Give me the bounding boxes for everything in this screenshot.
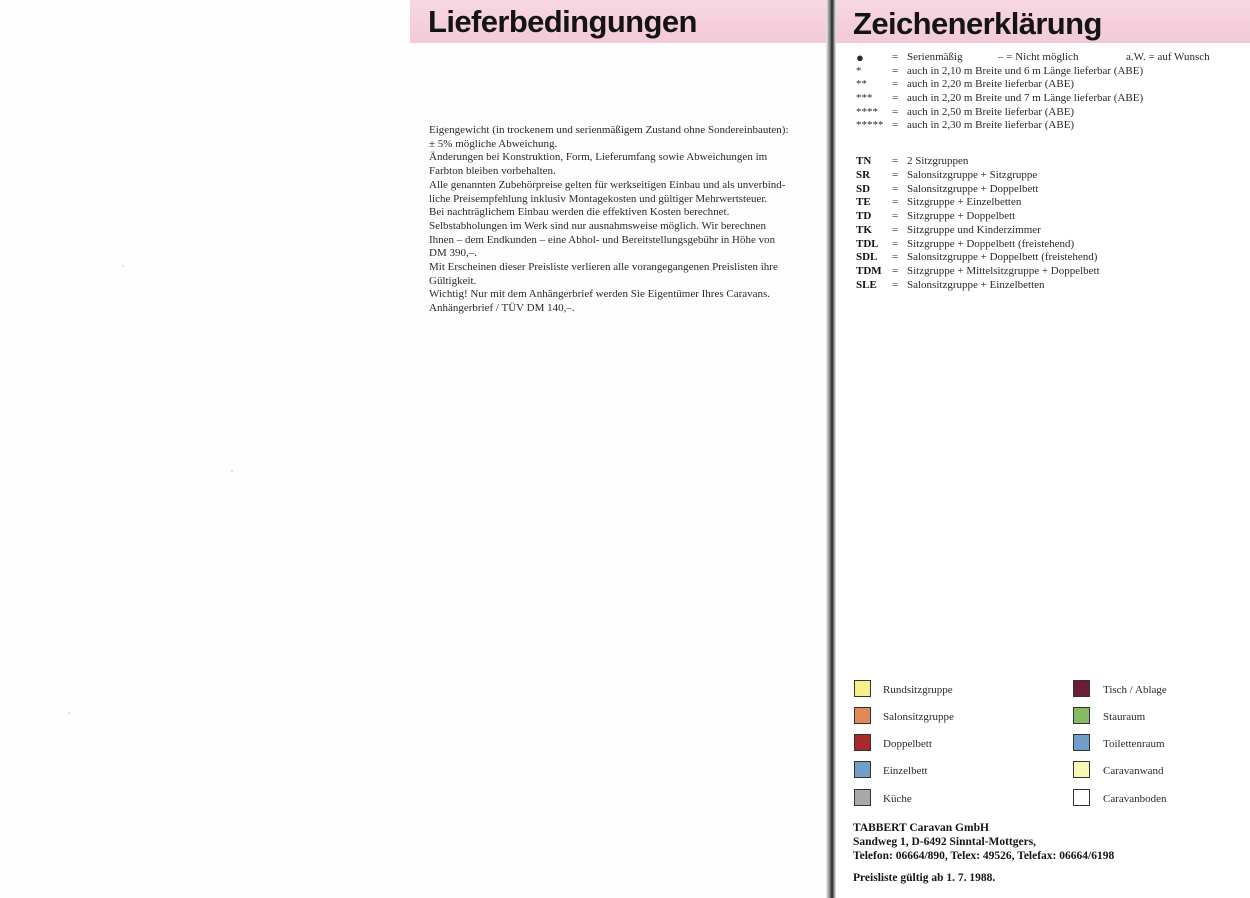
- symbol-description: auch in 2,10 m Breite und 6 m Länge lieferbar (ABE): [907, 64, 1144, 77]
- layout-description: Salonsitzgruppe + Einzelbetten: [907, 278, 1045, 291]
- delivery-conditions-text: [429, 124, 821, 316]
- symbol-description: auch in 2,20 m Breite lieferbar (ABE): [907, 78, 1075, 91]
- equals-sign: =: [892, 182, 899, 195]
- layout-code-legend: [856, 155, 1236, 293]
- layout-code: SR: [856, 168, 871, 181]
- symbol-legend: [856, 51, 1236, 133]
- color-label: Küche: [883, 793, 912, 805]
- conditions-line: Wichtig! Nur mit dem Anhängerbrief werden Sie Eigentümer Ihres Caravans.: [429, 288, 771, 301]
- company-address-block: [853, 821, 1243, 863]
- equals-sign: =: [892, 237, 899, 250]
- color-swatch-rundsitzgruppe: [854, 680, 871, 697]
- color-label: Doppelbett: [883, 738, 932, 750]
- layout-code: SD: [856, 182, 871, 195]
- left-page-title: Lieferbedingungen: [428, 4, 697, 39]
- layout-row: [856, 251, 1236, 265]
- not-possible-note: – = Nicht möglich: [998, 51, 1079, 63]
- layout-description: Salonsitzgruppe + Doppelbett: [907, 182, 1039, 195]
- layout-code: SDL: [856, 251, 878, 264]
- asterisk-symbol: **: [856, 78, 867, 91]
- color-label: Stauraum: [1103, 711, 1146, 723]
- color-swatch-tisch-ablage: [1073, 680, 1090, 697]
- conditions-line: ± 5% mögliche Abweichung.: [429, 137, 558, 150]
- layout-row: [856, 183, 1236, 197]
- color-label: Tisch / Ablage: [1103, 684, 1167, 696]
- price-list-validity: Preisliste gültig ab 1. 7. 1988.: [853, 872, 996, 884]
- equals-sign: =: [892, 155, 899, 167]
- equals-sign: =: [892, 210, 899, 222]
- layout-row: [856, 169, 1236, 183]
- color-label: Salonsitzgruppe: [883, 711, 954, 723]
- layout-description: Sitzgruppe + Doppelbett (freistehend): [907, 237, 1075, 250]
- layout-description: Sitzgruppe + Doppelbett: [907, 210, 1016, 222]
- symbol-description: auch in 2,50 m Breite lieferbar (ABE): [907, 105, 1075, 118]
- layout-description: Sitzgruppe + Einzelbetten: [907, 196, 1022, 209]
- color-label: Toilettenraum: [1103, 738, 1165, 750]
- equals-sign: =: [892, 105, 899, 118]
- layout-code: TDM: [856, 265, 882, 277]
- layout-description: Salonsitzgruppe + Doppelbett (freistehend): [907, 251, 1098, 264]
- layout-code: TN: [856, 155, 872, 167]
- paper-speck: [122, 265, 124, 267]
- equals-sign: =: [892, 168, 899, 181]
- layout-row: [856, 265, 1236, 279]
- color-swatch-kueche: [854, 789, 871, 806]
- equals-sign: =: [892, 51, 899, 63]
- conditions-line: Ihnen – dem Endkunden – eine Abhol- und Bereitstellungsgebühr in Höhe von: [429, 233, 776, 246]
- equals-sign: =: [892, 92, 899, 105]
- equals-sign: =: [892, 64, 899, 77]
- layout-description: 2 Sitzgruppen: [907, 155, 969, 167]
- company-address: Sandweg 1, D-6492 Sinntal-Mottgers,: [853, 836, 1037, 848]
- layout-row: [856, 224, 1236, 238]
- layout-description: Sitzgruppe + Mittelsitzgruppe + Doppelbett: [907, 265, 1100, 277]
- conditions-line: Eigengewicht (in trockenem und serienmäßigem Zustand ohne Sondereinbauten):: [429, 124, 789, 136]
- conditions-line: Farbton bleiben vorbehalten.: [429, 165, 556, 178]
- color-swatch-stauraum: [1073, 707, 1090, 724]
- layout-row: [856, 238, 1236, 252]
- page-spine: [826, 0, 836, 898]
- on-request-note: a.W. = auf Wunsch: [1126, 51, 1210, 63]
- symbol-row: [856, 65, 1236, 79]
- equals-sign: =: [892, 196, 899, 209]
- color-swatch-caravanboden: [1073, 789, 1090, 806]
- color-label: Einzelbett: [883, 765, 928, 777]
- symbol-row: [856, 119, 1236, 133]
- asterisk-symbol: ***: [856, 92, 873, 105]
- layout-row: [856, 210, 1236, 224]
- paper-speck: [231, 470, 233, 472]
- layout-description: Sitzgruppe und Kinderzimmer: [907, 223, 1041, 236]
- conditions-line: liche Preisempfehlung inklusiv Montagekosten und gültiger Mehrwertsteuer.: [429, 192, 768, 205]
- conditions-line: Alle genannten Zubehörpreise gelten für werkseitigen Einbau und als unverbind-: [429, 178, 786, 191]
- color-swatch-toilettenraum: [1073, 734, 1090, 751]
- asterisk-symbol: ****: [856, 105, 878, 118]
- symbol-description: Serienmäßig: [907, 51, 963, 63]
- conditions-line: Mit Erscheinen dieser Preisliste verlieren alle vorangegangenen Preislisten ihre: [429, 261, 778, 274]
- equals-sign: =: [892, 251, 899, 264]
- layout-code: SLE: [856, 278, 877, 291]
- symbol-row: [856, 78, 1236, 92]
- color-swatch-caravanwand: [1073, 761, 1090, 778]
- color-label: Caravanboden: [1103, 793, 1167, 805]
- layout-code: TD: [856, 210, 872, 222]
- conditions-line: Änderungen bei Konstruktion, Form, Lieferumfang sowie Abweichungen im: [429, 151, 768, 164]
- company-contact: Telefon: 06664/890, Telex: 49526, Telefax: 06664/6198: [853, 850, 1115, 862]
- equals-sign: =: [892, 223, 899, 236]
- layout-description: Salonsitzgruppe + Sitzgruppe: [907, 168, 1038, 181]
- company-name: TABBERT Caravan GmbH: [853, 822, 989, 834]
- equals-sign: =: [892, 265, 899, 277]
- conditions-line: Selbstabholungen im Werk sind nur ausnahmsweise möglich. Wir berechnen: [429, 219, 767, 232]
- right-page-title: Zeichenerklärung: [853, 6, 1102, 41]
- layout-code: TDL: [856, 237, 879, 250]
- symbol-description: auch in 2,30 m Breite lieferbar (ABE): [907, 119, 1075, 132]
- equals-sign: =: [892, 278, 899, 291]
- symbol-row: [856, 106, 1236, 120]
- symbol-row: [856, 92, 1236, 106]
- layout-row: [856, 155, 1236, 169]
- layout-row: [856, 196, 1236, 210]
- paper-speck: [68, 712, 70, 714]
- color-swatch-einzelbett: [854, 761, 871, 778]
- color-swatch-doppelbett: [854, 734, 871, 751]
- color-label: Caravanwand: [1103, 765, 1164, 777]
- symbol-description: auch in 2,20 m Breite und 7 m Länge lieferbar (ABE): [907, 92, 1144, 105]
- conditions-line: DM 390,–.: [429, 247, 477, 260]
- layout-code: TK: [856, 223, 872, 236]
- color-label: Rundsitzgruppe: [883, 684, 953, 696]
- equals-sign: =: [892, 119, 899, 132]
- layout-row: [856, 279, 1236, 293]
- conditions-line: Bei nachträglichem Einbau werden die effektiven Kosten berechnet.: [429, 206, 730, 219]
- bullet-symbol: ●: [856, 50, 864, 65]
- asterisk-symbol: *: [856, 64, 862, 77]
- layout-code: TE: [856, 196, 871, 209]
- asterisk-symbol: *****: [856, 119, 884, 132]
- color-swatch-salonsitzgruppe: [854, 707, 871, 724]
- symbol-row: [856, 51, 1236, 65]
- conditions-line: Anhängerbrief / TÜV DM 140,–.: [429, 302, 575, 315]
- conditions-line: Gültigkeit.: [429, 274, 477, 287]
- equals-sign: =: [892, 78, 899, 91]
